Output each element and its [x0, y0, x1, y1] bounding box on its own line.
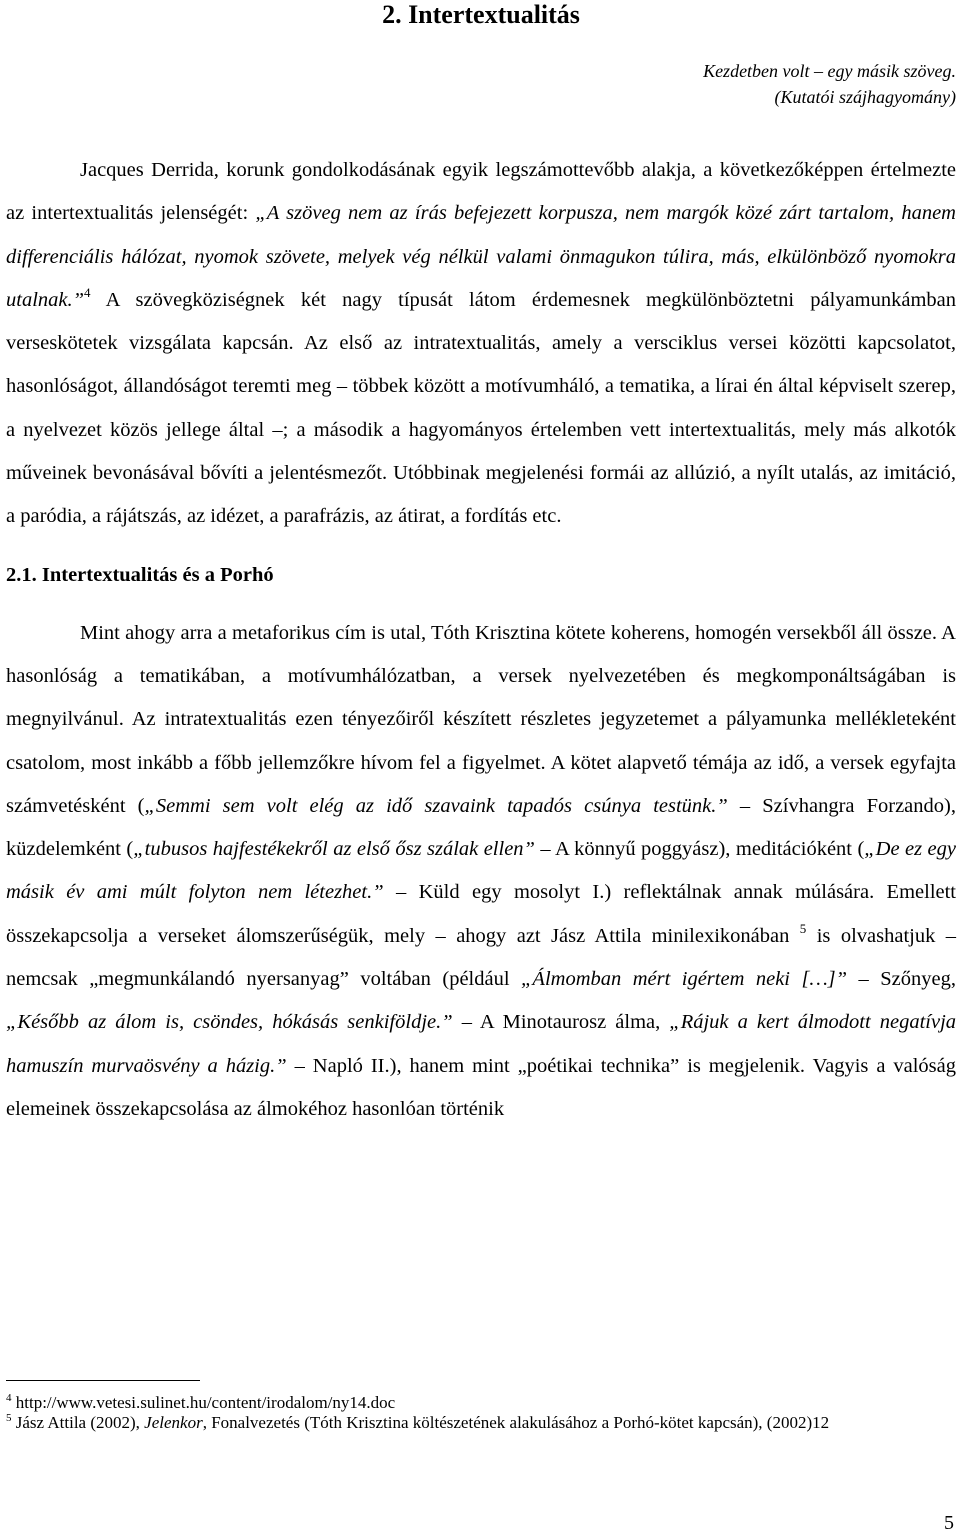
paragraph-text: A szövegköziségnek két nagy típusát látom érdemesnek megkülönböztetni pályamunkámban verseskötetek vizsgálata kapcsán. Az első az intratextualitás, amely a versciklus versei közötti kapcsolatot, hasonlóságot, állandóságot teremti meg – többek között a motívumháló, a tematika, a lírai én által képviselt szerep, a nyelvezet közös jellege által –; a második a hagyományos értelemben vett intertextualitás, mely más alkotók műveinek bevonásával bővíti a jelentésmezőt. Utóbbinak megjelenési formái az allúzió, a nyílt utalás, az imitáció, a paródia, a rájátszás, az idézet, a parafrázis, az átirat, a fordítás etc.: [6, 288, 956, 528]
footnote-link[interactable]: http://www.vetesi.sulinet.hu/content/irodalom/ny14.doc: [11, 1393, 396, 1412]
motto: [6, 58, 956, 110]
footnote-ref-5: 5: [799, 920, 807, 936]
paragraph-text: Mint ahogy arra a metaforikus cím is utal, Tóth Krisztina kötete koherens, homogén versekből áll össze. A hasonlóság a tematikában, a motívumhálózatban, a versek nyelvezetében és megkomponáltságában is megnyilvánul. Az intratextualitás ezen tényezőiről készített részletes jegyzetemet a pályamunka mellékleteként csatolom, most inkább a főbb jellemzőkre hívom fel a figyelmet. A kötet alapvető témája az idő, a versek egyfajta számvetésként (: [6, 621, 956, 817]
footnote-separator: [6, 1380, 200, 1381]
poem-quote: „De ez egy másik év ami múlt folyton nem létezhet.”: [6, 838, 957, 904]
paragraph-derrida: [6, 149, 956, 539]
poem-quote: „Semmi sem volt elég az idő szavaink tapadós csúnya testünk.”: [144, 794, 728, 817]
motto-attribution: (Kutatói szájhagyomány): [774, 87, 956, 107]
paragraph-text: – Szőnyeg,: [847, 968, 956, 991]
paragraph-text: – A könnyű poggyász), meditációként (: [534, 838, 865, 861]
footnote-text: Jász Attila (2002),: [11, 1413, 145, 1432]
paragraph-text: Jacques Derrida, korunk gondolkodásának egyik legszámottevőbb alakja, a következőképpen értelmezte az intertextualitás jelenségét:: [6, 159, 956, 225]
footnote-4: [6, 1393, 950, 1413]
paragraph-text: is olvashatjuk – nemcsak „megmunkálandó nyersanyag” voltában (például: [6, 924, 957, 991]
paragraph-text: – Napló II.), hanem mint „poétikai technika” is megjelenik. Vagyis a valóság elemeinek összekapcsolása az álmokéhoz hasonlóan történik: [6, 1054, 957, 1120]
chapter-title: 2. Intertextualitás: [382, 0, 580, 29]
page-number: 5: [944, 1512, 954, 1534]
paragraph-porho: [6, 612, 956, 1132]
footnote-number: 4: [6, 1392, 12, 1404]
footnote-number: 5: [6, 1412, 12, 1424]
paragraph-text: – Küld egy mosolyt I.) reflektálnak annak múlására. Emellett összekapcsolja a verseket álomszerűségük, mely – ahogy azt Jász Attila minilexikonában: [6, 881, 957, 947]
poem-quote: „Álmomban mért igértem neki […]”: [521, 968, 848, 991]
footnotes: [6, 1393, 950, 1433]
footnote-5: [6, 1413, 950, 1433]
section-title: 2.1. Intertextualitás és a Porhó: [6, 563, 274, 586]
poem-quote: „Rájuk a kert álmodott negatívja hamuszín murvaösvény a házig.”: [6, 1011, 957, 1077]
journal-title: Jelenkor: [144, 1413, 203, 1432]
poem-quote: „tubusos hajfestékekről az első ősz szálak ellen”: [133, 838, 535, 861]
footnote-ref-4: 4: [84, 284, 91, 300]
motto-line: Kezdetben volt – egy másik szöveg.: [703, 61, 956, 81]
footnote-text: , Fonalvezetés (Tóth Krisztina költészetének alakulásához a Porhó-kötet kapcsán), (2002)12: [202, 1413, 830, 1432]
paragraph-text: – A Minotaurosz álma,: [452, 1011, 670, 1034]
paragraph-text: – Szívhangra Forzando), küzdelemként (: [6, 794, 956, 861]
document-page: [6, 0, 956, 1131]
derrida-quote: „A szöveg nem az írás befejezett korpusza, nem margók közé zárt tartalom, hanem differenciális hálózat, nyomok szövete, melyek vég nélkül valami önmagukon túlira, más, elkülönböző nyomokra utalnak.”: [6, 202, 956, 311]
poem-quote: „Később az álom is, csöndes, hókásás senkiföldje.”: [6, 1011, 453, 1034]
